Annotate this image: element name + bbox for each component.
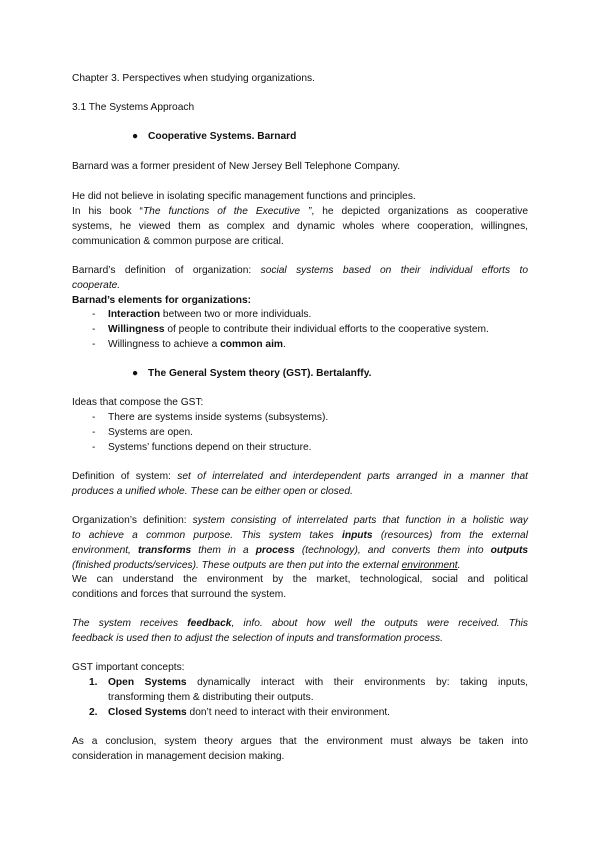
bullet-marker: ● xyxy=(132,131,139,142)
element-item: Interaction between two or more individuals. xyxy=(108,309,312,320)
element-item: Willingness to achieve a common aim. xyxy=(108,339,286,350)
idea-item: Systems are open. xyxy=(108,427,193,438)
paragraph-line: communication & common purpose are critical. xyxy=(72,236,284,247)
dash-marker: - xyxy=(92,427,96,438)
paragraph-line: In his book “The functions of the Executive ”, he depicted organizations as cooperative xyxy=(72,206,529,217)
paragraph-line: He did not believe in isolating specific management functions and principles. xyxy=(72,191,416,202)
chapter-title: Chapter 3. Perspectives when studying organizations. xyxy=(72,73,315,84)
idea-item: There are systems inside systems (subsystems). xyxy=(108,412,329,423)
list-number: 2. xyxy=(89,707,98,718)
dash-marker: - xyxy=(92,339,96,350)
idea-item: Systems’ functions depend on their structure. xyxy=(108,442,312,453)
ideas-heading: Ideas that compose the GST: xyxy=(72,397,204,408)
system-definition-cont: produces a unified whole. These can be either open or closed. xyxy=(72,486,353,497)
dash-marker: - xyxy=(92,309,96,320)
conclusion-paragraph: As a conclusion, system theory argues that the environment must always be taken into xyxy=(72,736,528,747)
system-definition: Definition of system: set of interrelated and interdependent parts arranged in a manner that xyxy=(72,471,528,482)
list-number: 1. xyxy=(89,677,98,688)
barnard-org-definition: Barnard’s definition of organization: social systems based on their individual efforts to xyxy=(72,265,528,276)
barnard-intro: Barnard was a former president of New Jersey Bell Telephone Company. xyxy=(72,161,401,172)
organization-definition: Organization’s definition: system consisting of interrelated parts that function in a holistic way xyxy=(72,515,528,526)
organization-definition-cont: (finished products/services). These outputs are then put into the external environment. xyxy=(72,560,461,571)
feedback-paragraph-cont: feedback is used then to adjust the selection of inputs and transformation process. xyxy=(72,633,443,644)
feedback-paragraph: The system receives feedback, info. about how well the outputs were received. This xyxy=(72,618,528,629)
gst-concepts-heading: GST important concepts: xyxy=(72,662,185,673)
cooperative-systems-heading: Cooperative Systems. Barnard xyxy=(148,131,297,142)
environment-paragraph-cont: conditions and forces that surround the system. xyxy=(72,589,287,600)
organization-definition-cont: environment, transforms them in a process (technology), and converts them into outputs xyxy=(72,545,528,556)
bullet-marker: ● xyxy=(132,368,139,379)
paragraph-line: systems, he viewed them as complex and dynamic wholes where cooperation, willingnes, xyxy=(72,221,528,232)
conclusion-paragraph-cont: consideration in management decision making. xyxy=(72,751,285,762)
organization-definition-cont: to achieve a common purpose. This system takes inputs (resources) from the external xyxy=(72,530,528,541)
dash-marker: - xyxy=(92,412,96,423)
concept-open-systems-cont: transforming them & distributing their outputs. xyxy=(108,692,314,703)
dash-marker: - xyxy=(92,324,96,335)
section-title: 3.1 The Systems Approach xyxy=(72,102,195,113)
barnard-org-definition-cont: cooperate. xyxy=(72,280,121,291)
environment-paragraph: We can understand the environment by the market, technological, social and political xyxy=(72,574,528,585)
book-title: The functions of the Executive ” xyxy=(142,206,312,217)
gst-heading: The General System theory (GST). Bertalanffy. xyxy=(148,368,372,379)
element-item: Willingness of people to contribute their individual efforts to the cooperative system. xyxy=(108,324,489,335)
elements-heading: Barnad’s elements for organizations: xyxy=(72,295,252,306)
concept-open-systems: Open Systems dynamically interact with their environments by: taking inputs, xyxy=(108,677,528,688)
dash-marker: - xyxy=(92,442,96,453)
concept-closed-systems: Closed Systems don’t need to interact with their environment. xyxy=(108,707,391,718)
